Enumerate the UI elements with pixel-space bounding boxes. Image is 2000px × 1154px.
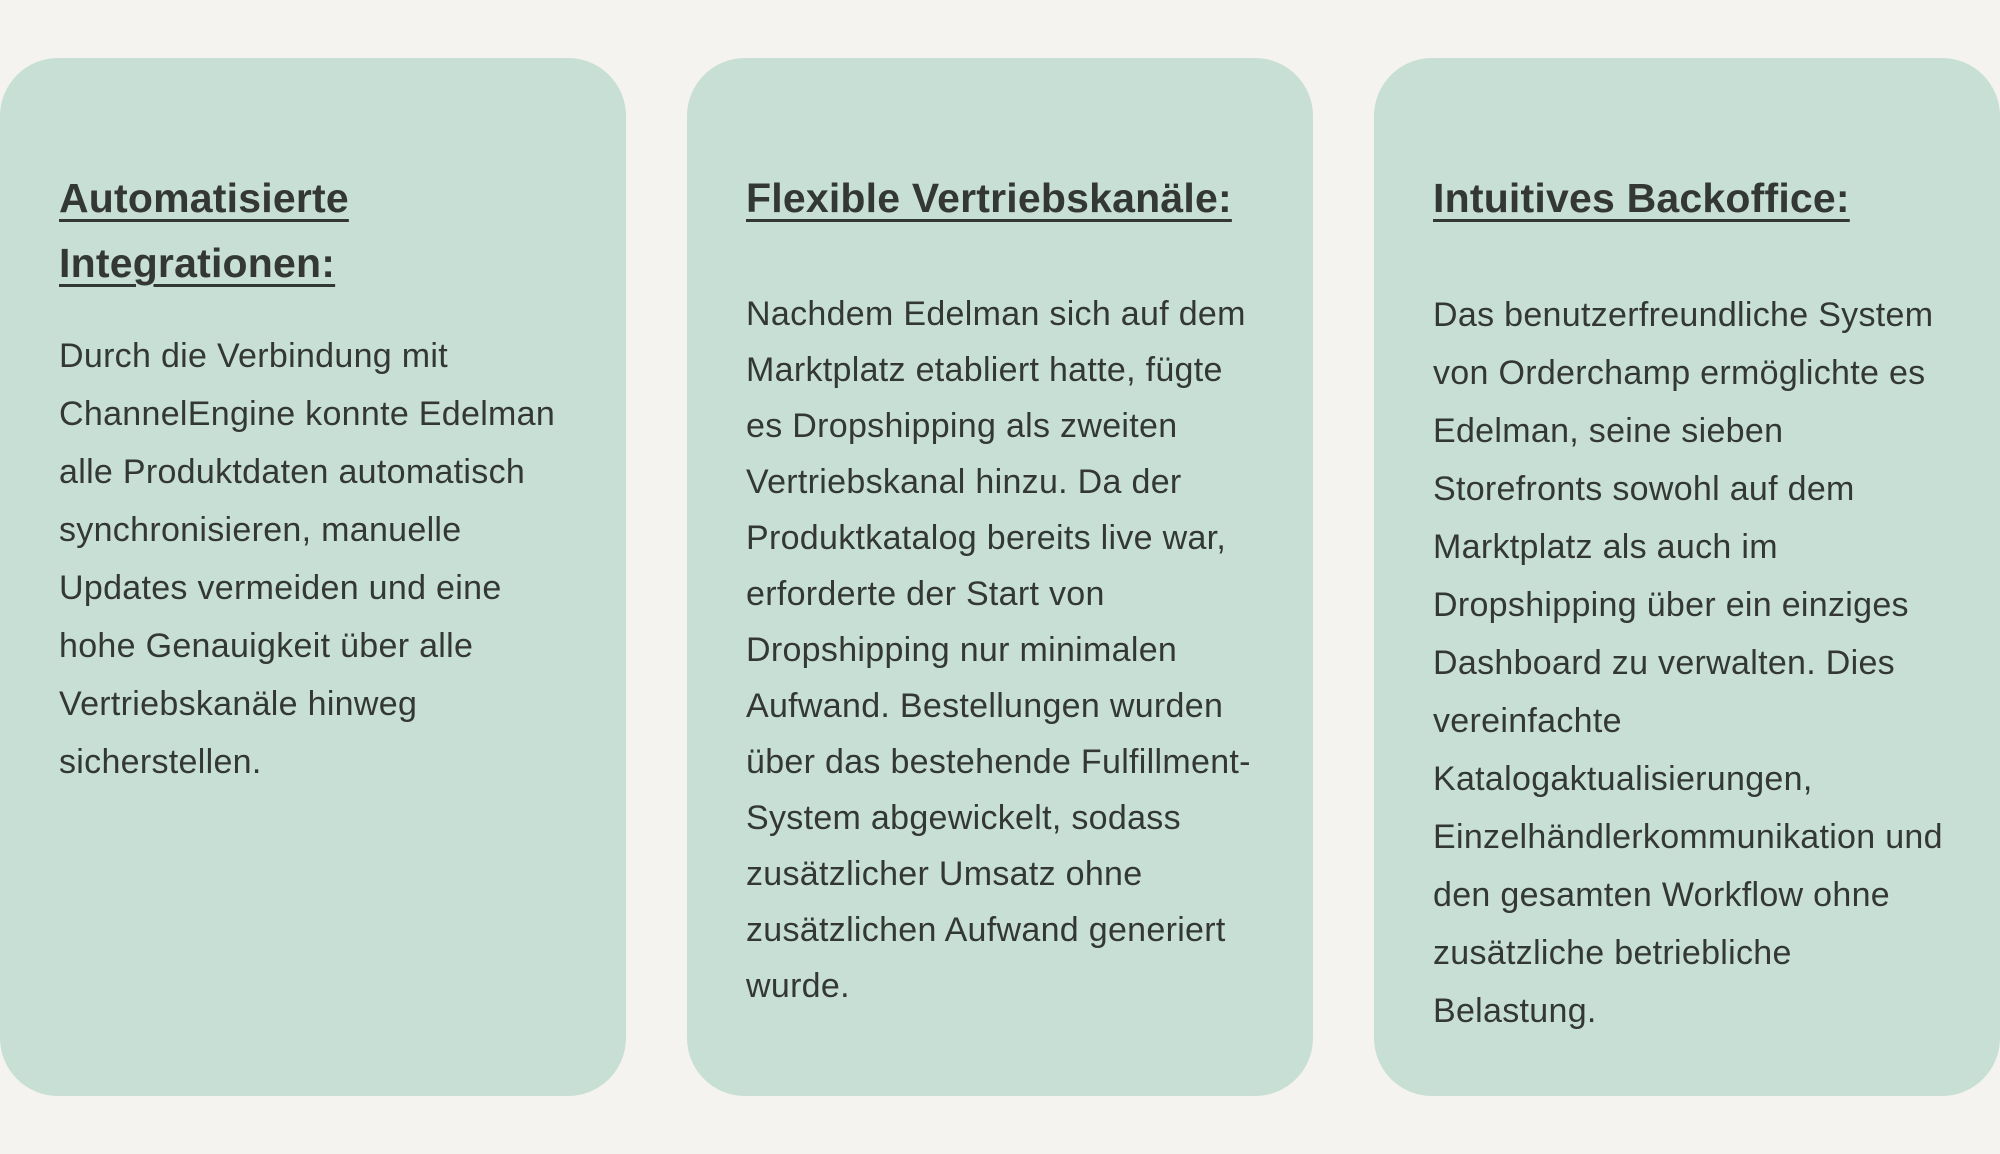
card-body: Das benutzerfreundliche System von Orderchamp ermöglichte es Edelman, seine sieben Storefronts sowohl auf dem Marktplatz als auch im Dropshipping über ein einziges Dashboard zu verwalten. Dies vereinfachte Katalogaktualisierungen, Einzelhändlerkommunikation und den gesamten Workflow ohne zusätzliche betriebliche Belastung. (1433, 296, 1943, 1030)
card-title: Intuitives Backoffice: (1433, 175, 1850, 221)
card-body: Nachdem Edelman sich auf dem Marktplatz etabliert hatte, fügte es Dropshipping als zweiten Vertriebskanal hinzu. Da der Produktkatalog bereits live war, erforderte der Start von Dropshipping nur minimalen Aufwand. Bestellungen wurden über das bestehende Fulfillment-System abgewickelt, sodass zusätzlicher Umsatz ohne zusätzlichen Aufwand generiert wurde. (746, 295, 1251, 1005)
card-body: Durch die Verbindung mit ChannelEngine konnte Edelman alle Produktdaten automatisch synchronisieren, manuelle Updates vermeiden und eine hohe Genauigkeit über alle Vertriebskanäle hinweg sicherstellen. (59, 337, 556, 781)
card-title: Automatisierte Integrationen: (59, 175, 349, 286)
feature-card-automated-integrations (0, 58, 626, 1096)
feature-card-flexible-sales-channels (687, 58, 1313, 1096)
card-title: Flexible Vertriebskanäle: (746, 175, 1232, 221)
feature-card-intuitive-backoffice (1374, 58, 2000, 1096)
